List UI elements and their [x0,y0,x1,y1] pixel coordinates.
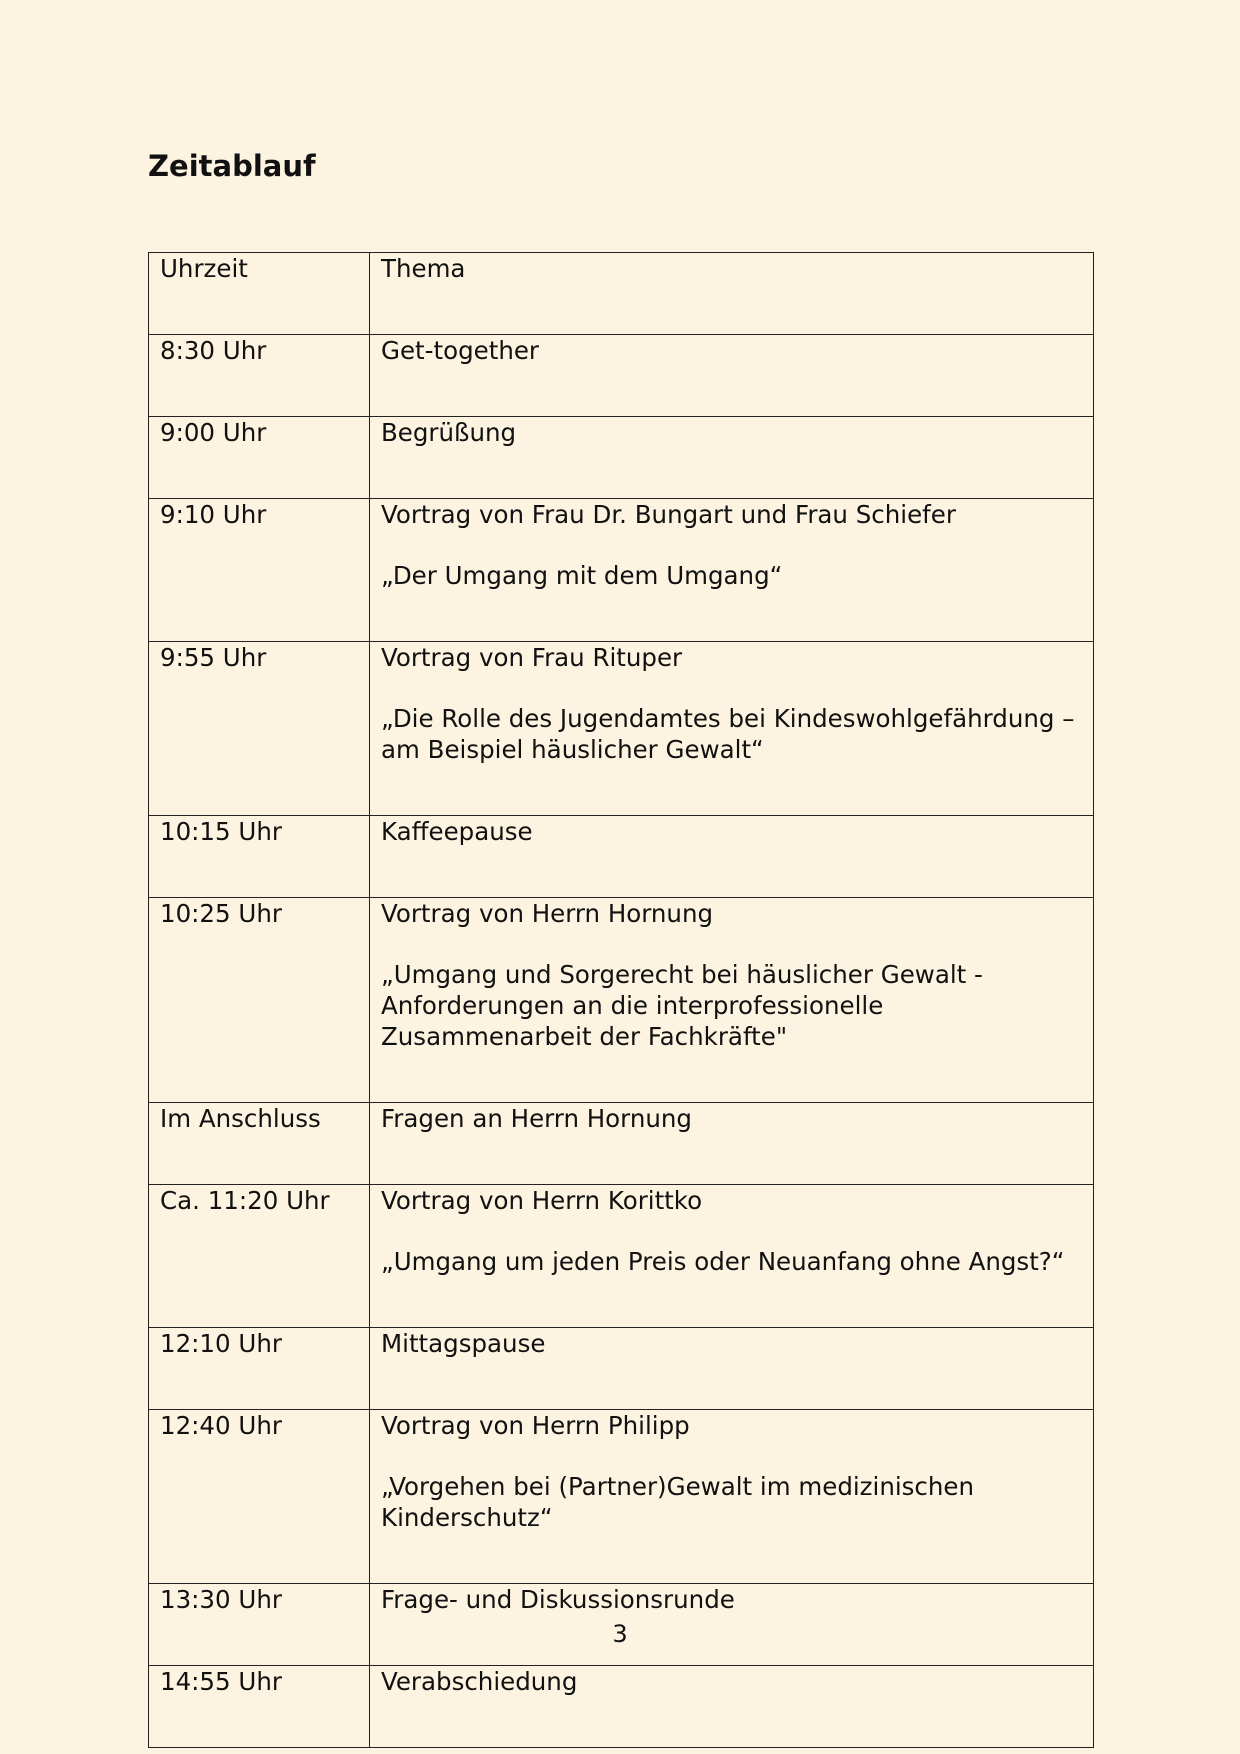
topic-cell [370,642,1094,816]
topic-title: Vortrag von Herrn Korittko [381,1186,703,1215]
table-row [149,1666,1094,1748]
topic-cell [370,335,1094,417]
topic-subtitle: „Der Umgang mit dem Umgang“ [381,561,783,590]
table-row [149,898,1094,1103]
time-cell: 10:25 Uhr [149,898,370,1103]
table-row [149,417,1094,499]
header-time: Uhrzeit [149,253,370,335]
topic-cell [370,1328,1094,1410]
time-cell: 9:00 Uhr [149,417,370,499]
page-number: 3 [612,1620,628,1648]
topic-title: Fragen an Herrn Hornung [381,1104,692,1133]
table-row [149,642,1094,816]
time-cell: 8:30 Uhr [149,335,370,417]
topic-title: Vortrag von Frau Dr. Bungart und Frau Schiefer [381,500,956,529]
topic-cell [370,816,1094,898]
topic-cell [370,1410,1094,1584]
topic-title: Get-together [381,336,540,365]
topic-title: Begrüßung [381,418,517,447]
topic-subtitle: „Vorgehen bei (Partner)Gewalt im medizinischen Kinderschutz“ [381,1472,975,1532]
topic-cell [370,417,1094,499]
topic-cell [370,499,1094,642]
topic-subtitle: „Die Rolle des Jugendamtes bei Kindeswohlgefährdung – am Beispiel häuslicher Gewalt“ [381,704,1075,764]
topic-title: Verabschiedung [381,1667,578,1696]
time-cell: 9:55 Uhr [149,642,370,816]
topic-cell [370,1103,1094,1185]
topic-cell [370,898,1094,1103]
topic-subtitle: „Umgang und Sorgerecht bei häuslicher Gewalt - Anforderungen an die interprofessionelle Zusammenarbeit der Fachkräfte" [381,960,983,1051]
topic-cell [370,1185,1094,1328]
topic-title: Vortrag von Herrn Hornung [381,899,714,928]
table-row [149,499,1094,642]
header-topic: Thema [370,253,1094,335]
topic-title: Frage- und Diskussionsrunde [381,1585,735,1614]
table-row [149,335,1094,417]
table-row [149,1185,1094,1328]
topic-title: Kaffeepause [381,817,533,846]
time-cell: 12:10 Uhr [149,1328,370,1410]
table-header-row [149,253,1094,335]
topic-title: Vortrag von Herrn Philipp [381,1411,690,1440]
table-row [149,1328,1094,1410]
time-cell: 14:55 Uhr [149,1666,370,1748]
time-cell: Ca. 11:20 Uhr [149,1185,370,1328]
topic-subtitle: „Umgang um jeden Preis oder Neuanfang ohne Angst?“ [381,1247,1065,1276]
table-row [149,816,1094,898]
page-title: Zeitablauf [148,149,316,183]
topic-title: Vortrag von Frau Rituper [381,643,683,672]
schedule-table [148,252,1094,1748]
time-cell: 9:10 Uhr [149,499,370,642]
time-cell: 12:40 Uhr [149,1410,370,1584]
time-cell: 13:30 Uhr [149,1584,370,1666]
topic-title: Mittagspause [381,1329,546,1358]
table-row [149,1103,1094,1185]
topic-cell [370,1666,1094,1748]
time-cell: 10:15 Uhr [149,816,370,898]
time-cell: Im Anschluss [149,1103,370,1185]
table-row [149,1410,1094,1584]
